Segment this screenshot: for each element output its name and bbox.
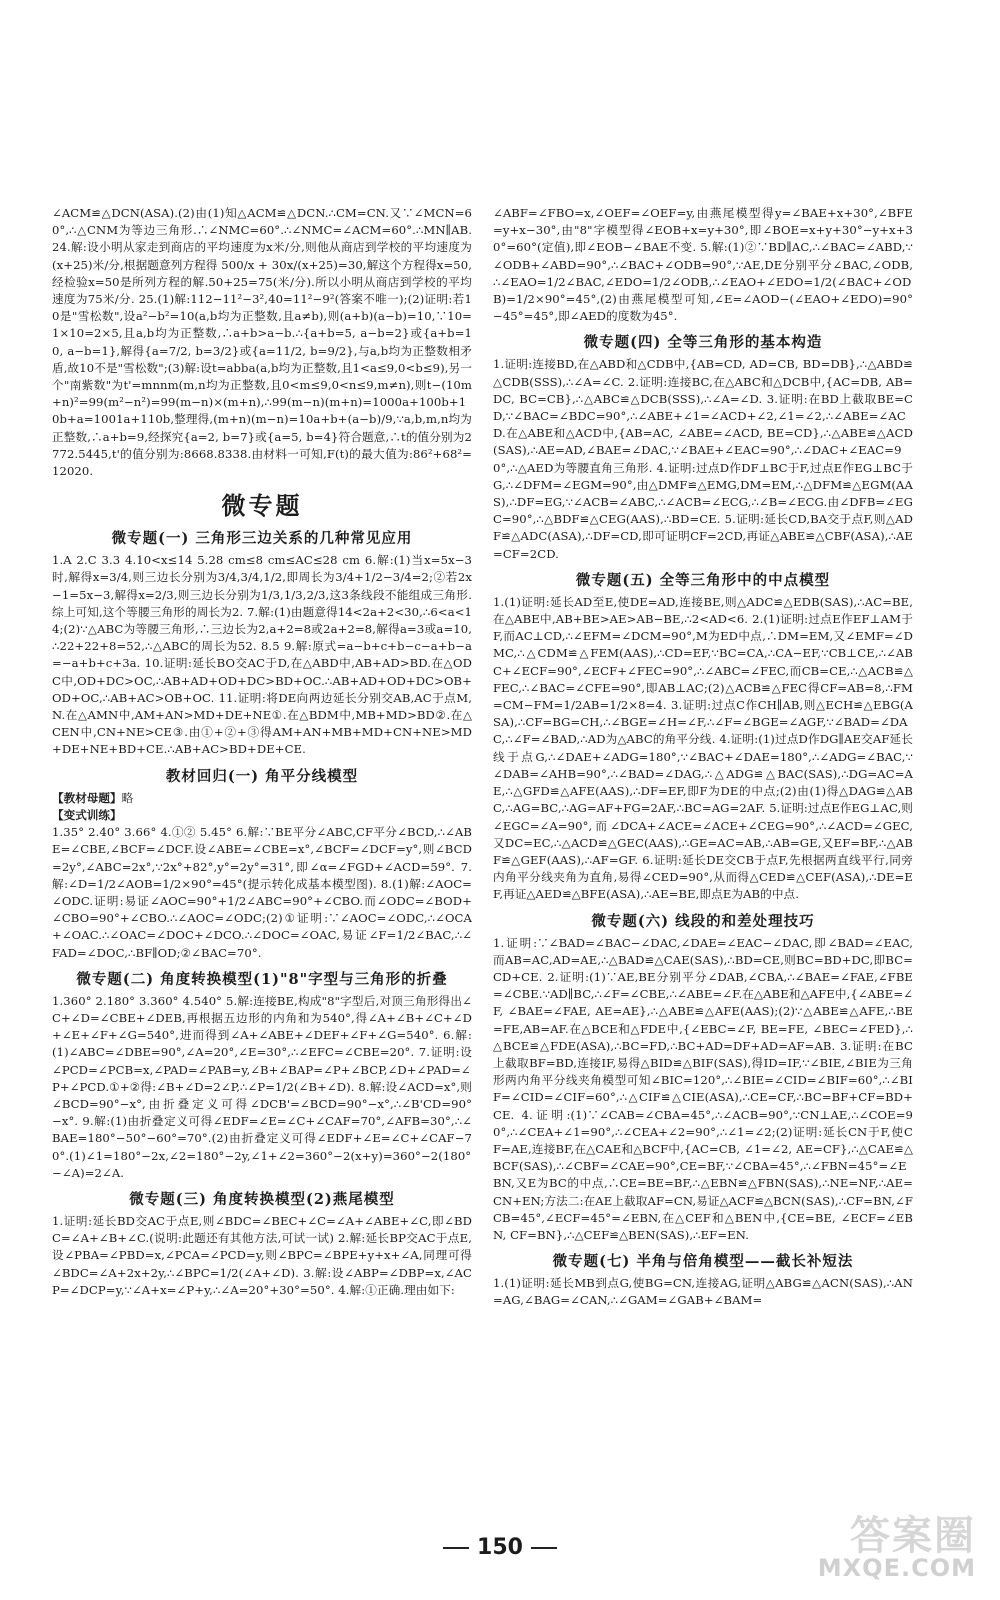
page-number-dash-right [531,1547,557,1549]
page-number-dash-left [443,1547,469,1549]
left-column [52,205,472,1300]
section-heading-6: 微专题(五) 全等三角形中的中点模型 [575,571,831,589]
right-paragraph-1: ∠ABF=∠FBO=x,∠OEF=∠OEF=y,由燕尾模型得y=∠BAE+x+30°,∠BFE=y+x−30°,由"8"字模型得∠EOB+x=y+30°,即∠BOE=x+y+30°−y+x+30°=60°(定值),即∠EOB−∠BAE不变. 5.解:(1)②∵BD∥AC,∴∠BAC=∠ABD,∵∠ODB+∠ABD=90°,∴∠BAC+∠ODB=90°,∵AE,DE分别平分∠BAC,∠ODB,∴∠EAO=1/2∠BAC,∠EDO=1/2∠ODB,∴∠EAO+∠EDO=1/2(∠BAC+∠ODB)=1/2×90°=45°,(2)由燕尾模型可知,∠E=∠AOD−(∠EAO+∠EDO)=90°−45°=45°,即∠AED的度数为45°. [493,206,913,324]
section-heading-3: 微专题(二) 角度转换模型(1)"8"字型与三角形的折叠 [76,970,448,988]
mother-text: 略 [121,790,134,805]
section-heading-7: 微专题(六) 线段的和差处理技巧 [591,912,815,930]
section-heading-8: 微专题(七) 半角与倍角模型——截长补短法 [552,1253,854,1271]
section-heading-1: 微专题(一) 三角形三边关系的几种常见应用 [111,530,413,548]
section-heading-2: 教材回归(一) 角平分线模型 [165,767,359,785]
left-paragraph-5: 1.证明:延长BD交AC于点E,则∠BDC=∠BEC+∠C=∠A+∠ABE+∠C,即∠BDC=∠A+∠B+∠C.(说明:此题还有其他方法,可试一试) 2.解:延长BP交AC于点E,设∠PBA=∠PBD=x,∠PCA=∠PCD=y,则∠BPC=∠BPE+y+x+∠A,同理可得∠BDC=∠A+2x+2y,∴∠BPC=1/2(∠A+∠D). 3.解:设∠ABP=∠DBP=x,∠ACP=∠DCP=y,∵∠A+x=∠P+y,∴∠A=20°+30°=50°. 4.解:①正确.理由如下: [52,1213,472,1297]
right-paragraph-3: 1.(1)证明:延长AD至E,使DE=AD,连接BE,则△ADC≌△EDB(SAS),∴AC=BE,在△ABE中,AB+BE>AE>AB−BE,∴2<AD<6. 2.(1)证明:过点E作EF⊥AM于F,而AC⊥CD,∴∠EFM=∠DCM=90°,M为ED中点,∴DM=EM,又∠EMF=∠DMC,∴△CDM≌△FEM(AAS),∴CD=EF,∵BC=CA,∴CA−EF,∵CB⊥CE,∴∠ABC+∠ECF=90°,∠ECF+∠FEC=90°,∴∠ABC=∠FEC,而CB=CE,∴△ACB≌△FEC,∴∠BAC=∠CFE=90°,即AB⊥AC;(2)△ACB≌△FEC得CF=AB=8,∴FM=CM−FM=1/2AB=1/2×8=4. 3.证明:过点C作CH∥AB,则△ECH≌△EBG(ASA),∴CF=BG=CH,∴∠BGE=∠H=∠F,∴∠F=∠BGE=∠AGF,∵∠BAD=∠DAC,∴∠F=∠BAD,∴AD为△ABC的角平分线. 4.证明:(1)过点D作DG∥AE交AF延长线于点G,∴∠DAE+∠ADG=180°,∵∠BAC+∠DAE=180°,∴∠ADG=∠BAC,∵∠DAB=∠AHB=90°,∴∠BAD=∠DAG,∴△ADG≌△BAC(SAS),∴DG=AC=AE,∴△GFD≌△AFE(AAS),∴DF=EF,即F为DE的中点;(2)由(1)得△DAG≌△ABC,∴AG=BC,∴AG=AF+FG=2AF,∴BC=AG=2AF. 5.证明:过点E作EG⊥AC,则∠EGC=∠A=90°,而∠DCA+∠ACE=∠ACE+∠CEG=90°,∴∠ACD=∠GEC,又DC=EC,∴△ACD≌△GEC(AAS),∴GE=AC=AB,∴AB=GE,又EF=BF,∴△ABF≌△GEF(AAS),∴AF=GF. 6.证明:延长DE交CB于点F,先根据两直线平行,同旁内角平分线夹角为直角,易得∠CED=90°,从而得△CED≌△CEF(ASA),∴DE=EF,再证△AED≌△BFE(ASA),∴AE=BE,即点E为AB的中点. [493,594,913,902]
left-paragraph-1: ∠ACM≌△DCN(ASA).(2)由(1)知△ACM≌△DCN.∴CM=CN.又∵∠MCN=60°,∴△CNM为等边三角形.∴∠NMC=60°.∴∠NMC=∠ACM=60°.∴MN∥AB. 24.解:设小明从家走到商店的平均速度为x米/分,则他从商店到学校的平均速度为(x+25)米/分,根据题意列方程得 500/x + 30x/(x+25)=30,解这个方程得x=50,经检验x=50是所列方程的解.50+25=75(米/分).所以小明从商店到学校的平均速度为75米/分. 25.(1)解:112−11²−3²,40=11²−9²(答案不唯一);(2)证明:若10是"雪松数",设a²−b²=10(a,b均为正整数,且a≠b),则(a+b)(a−b)=10,∵10=1×10=2×5,且a,b均为正整数,∴a+b>a−b.∴{a+b=5, a−b=2}或{a+b=10, a−b=1},解得{a=7/2, b=3/2}或{a=11/2, b=9/2},与a,b均为正整数相矛盾,故10不是"雪松数";(3)解:设t=abba(a,b均为正整数,且1<a≤9,0<b≤9),另一个"南紫数"为t'=mnnm(m,n均为正整数,且0<m≤9,0<n≤9,m≠n),则t−(10m+n)²=99(m²−n²)=99(m−n)×(m+n),∴99(m−n)(m+n)=1000a+100b+10b+a=1001a+110b,整理得,(m+n)(m−n)=10a+b+(a−b)/9,∵a,b,m,n均为正整数,∴a+b=9,经探究{a=2, b=7}或{a=5, b=4}符合题意,∴t的值分别为2772.5445,t'的值分别为:8668.8338.由材料一可知,F(t)的最大值为:86²+68²=12020. [52,206,472,479]
watermark-logo [806,1504,976,1586]
page-number-text: 150 [477,1535,523,1560]
variant-training [52,807,472,824]
variant-label: 【变式训练】 [52,807,122,822]
section-heading-4: 微专题(三) 角度转换模型(2)燕尾模型 [129,1190,395,1208]
right-column [493,205,913,1311]
watermark-cn-text: 答案圈 [850,1513,976,1559]
mother-label: 【教材母题】 [52,790,122,805]
textbook-mother-problem [52,790,472,807]
left-paragraph-3: 1.35° 2.40° 3.66° 4.①② 5.45° 6.解:∵BE平分∠ABC,CF平分∠BCD,∴∠ABE=∠CBE,∠BCF=∠DCF.设∠ABE=∠CBE=x°,∠BCF=∠DCF=y°,则∠BCD=2y°,∠ABC=2x°,∵2x°+82°,y°=2y°=31°,即∠α=∠FGD+∠ACD=59°. 7.解:∠D=1/2∠AOB=1/2×90°=45°(提示转化成基本模型图). 8.(1)解:∠AOC=∠ODC.证明:易证∠AOC=90°+1/2∠ABC=90°+∠CBO.而∠ODC=∠BOD+∠CBO=90°+∠CBO.∴∠AOC=∠ODC;(2)①证明:∵∠AOC=∠ODC,∴∠OCA+∠OAC.∴∠OAC=∠DOC+∠DCO.∴∠DOC=∠OAC,易证∠F=1/2∠BAC,∴∠FAD=∠DOC,∴BF∥OD;②∠BAC=70°. [52,825,472,960]
right-paragraph-4: 1.证明:∵∠BAD=∠BAC−∠DAC,∠DAE=∠EAC−∠DAC,即∠BAD=∠EAC,而AB=AC,AD=AE,∴△BAD≌△CAE(SAS),∴BD=CE,则BC=BD+DC,即BC=CD+CE. 2.证明:(1)∵AE,BE分别平分∠DAB,∠CBA,∴∠BAE=∠FAE,∠FBE=∠CBE.∵AD∥BC,∴∠F=∠CBE,∴∠ABE=∠F.在△ABE和△AFE中,{∠ABE=∠F, ∠BAE=∠FAE, AE=AE},∴△ABE≌△AFE(AAS);(2)∵△ABE≌△AFE,∴BE=FE,AB=AF.在△BCE和△FDE中,{∠EBC=∠F, BE=FE, ∠BEC=∠FED},∴△BCE≌△FDE(ASA),∴BC=FD,∴BC+AD=DF+AD=AF=AB. 3.证明:在BC上截取BF=BD,连接IF,易得△BID≌△BIF(SAS),得ID=IF,∵∠BIE,∠BIE为三角形两内角平分线夹角模型可知∠BIC=120°,∴∠BIE=∠CID=∠BIF=60°,∴∠BIF=∠CID=∠CIF=60°,∴△CIF≌△CIE(ASA),∴CE=CF,∴BC=BF+CF=BD+CE. 4.证明:(1)∵∠CAB=∠CBA=45°,∴∠ACB=90°,∵CN⊥AE,∴∠COE=90°,∴∠CEA+∠1=90°,∴∠CEA+∠2=90°,∴∠1=∠2;(2)证明:延长CN于F,使CF=AE,连接BF,在△CAE和△BCF中,{AC=CB, ∠1=∠2, AE=CF},∴△CAE≌△BCF(SAS),∴∠CBF=∠CAE=90°,CE=BF,∵∠CBA=45°,∴∠FBN=45°=∠EBN,又E为BC的中点,∴CE=BE=BF,∴△EBN≌△FBN(SAS),∴NE=NF,∴AE=CN+EN;方法二:在AE上截取AF=CN,易证△ACF≌△BCN(SAS),∴CF=BN,∠FCB=45°,∠ECF=45°=∠EBN,在△CEF和△BEN中,{CE=BE, ∠ECF=∠EBN, CF=BN},∴△CEF≌△BEN(SAS),∴EF=EN. [493,935,913,1242]
section-main-title: 微专题 [221,491,303,521]
right-paragraph-2: 1.证明:连接BD,在△ABD和△CDB中,{AB=CD, AD=CB, BD=DB},∴△ABD≌△CDB(SSS),∴∠A=∠C. 2.证明:连接BC,在△ABC和△DCB中,{AC=DB, AB=DC, BC=CB},∴△ABC≌△DCB(SSS),∴∠A=∠D. 3.证明:在BD上截取BE=CD,∵∠BAC=∠BDC=90°,∴∠ABE+∠1=∠ACD+∠2,∠1=∠2,∴∠ABE=∠ACD.在△ABE和△ACD中,{AB=AC, ∠ABE=∠ACD, BE=CD},∴△ABE≌△ACD(SAS),∴AE=AD,∠BAE=∠DAC,∵∠BAE+∠EAC=90°,∴∠DAC+∠EAC=90°,∴△AED为等腰直角三角形. 4.证明:过点D作DF⊥BC于F,过点E作EG⊥BC于G,∴∠DFM=∠EGM=90°,由△DMF≌△EMG,DM=EM,∴△DFM≌△EGM(AAS),∴DF=EG,∵∠ACB=∠ABC,∴∠ACB=∠ECG,∴∠B=∠ECG.由∠DFB=∠EGC=90°,∴△BDF≌△CEG(AAS),∴BD=CE. 5.证明:延长CD,BA交于点F,则△ADF≌△ADC(ASA),∴DF=CD,即可证明CF=2CD,再证△ABE≌△CBF(ASA),∴AE=CF=2CD. [493,357,913,561]
left-paragraph-2: 1.A 2.C 3.3 4.10<x≤14 5.28 cm≤8 cm≤AC≤28 cm 6.解:(1)当x=5x−3时,解得x=3/4,则三边长分别为3/4,3/4,1/2,即周长为3/4+1/2−3/4=2;②若2x−1=5x−3,解得x=2/3,则三边长分别为1/3,1/3,2/3,这3条线段不能组成三角形.综上可知,这个等腰三角形的周长为2. 7.解:(1)由题意得14<2a+2<30,∴6<a<14;(2)∵△ABC为等腰三角形,∴三边长为2,a+2=8或2a+2=8,解得a=3或a=10,∴22+22+8=52,∴△ABC的周长为52. 8.5 9.解:原式=a−b+c+b−c−a+b−a=−a+b+c+3a. 10.证明:延长BO交AC于D,在△ABD中,AB+AD>BD.在△ODC中,OD+DC>OC,∴AB+AD+OD+DC>BD+OC.∴AB+AD+OD+DC>OB+OD+OC,∴AB+AC>OB+OC. 11.证明:将DE向两边延长分别交AB,AC于点M,N.在△AMN中,AM+AN>MD+DE+NE①.在△BDM中,MB+MD>BD②.在△CEN中,CN+NE>CE③.由①+②+③得AM+AN+MB+MD+CN+NE>MD+DE+NE+BD+CE.∴AB+AC>BD+DE+CE. [52,553,472,757]
watermark-en-text: MXQE.COM [817,1554,976,1582]
section-heading-5: 微专题(四) 全等三角形的基本构造 [583,334,823,352]
right-paragraph-5: 1.(1)证明:延长MB到点G,使BG=CN,连接AG,证明△ABG≌△ACN(SAS),∴AN=AG,∠BAG=∠CAN,∴∠GAM=∠GAB+∠BAM= [493,1276,913,1308]
left-paragraph-4: 1.360° 2.180° 3.360° 4.540° 5.解:连接BE,构成"8"字型后,对顶三角形得出∠C+∠D=∠CBE+∠DEB,再根据五边形的内角和为540°,得∠A+∠B+∠C+∠D+∠E+∠F+∠G=540°,进而得到∠A+∠ABE+∠DEF+∠F+∠G=540°. 6.解:(1)∠ABC=∠DBE=90°,∠A=20°,∠E=30°,∴∠EFC=∠CBE=20°. 7.证明:设∠PCD=∠PCB=x,∠PAD=∠PAB=y,∠B+∠BAP=∠P+∠BCP,∠D+∠PAD=∠P+∠PCD.①+②得:∠B+∠D=2∠P,∴∠P=1/2(∠B+∠D). 8.解:设∠ACD=x°,则∠BCD=90°−x°,由折叠定义可得∠DCB'=∠BCD=90°−x°,∴∠B'CD=90°−x°. 9.解:(1)由折叠定义可得∠EDF=∠E=∠C+∠CAF=70°,∠AFB=30°,∴∠BAE=180°−50°−60°=70°.(2)由折叠定义可得∠EDF+∠E=∠C+∠CAF−70°.(1)∠1=180°−2x,∠2=180°−2y,∠1+∠2=360°−2(x+y)=360°−2(180°−∠A)=2∠A. [52,993,472,1180]
